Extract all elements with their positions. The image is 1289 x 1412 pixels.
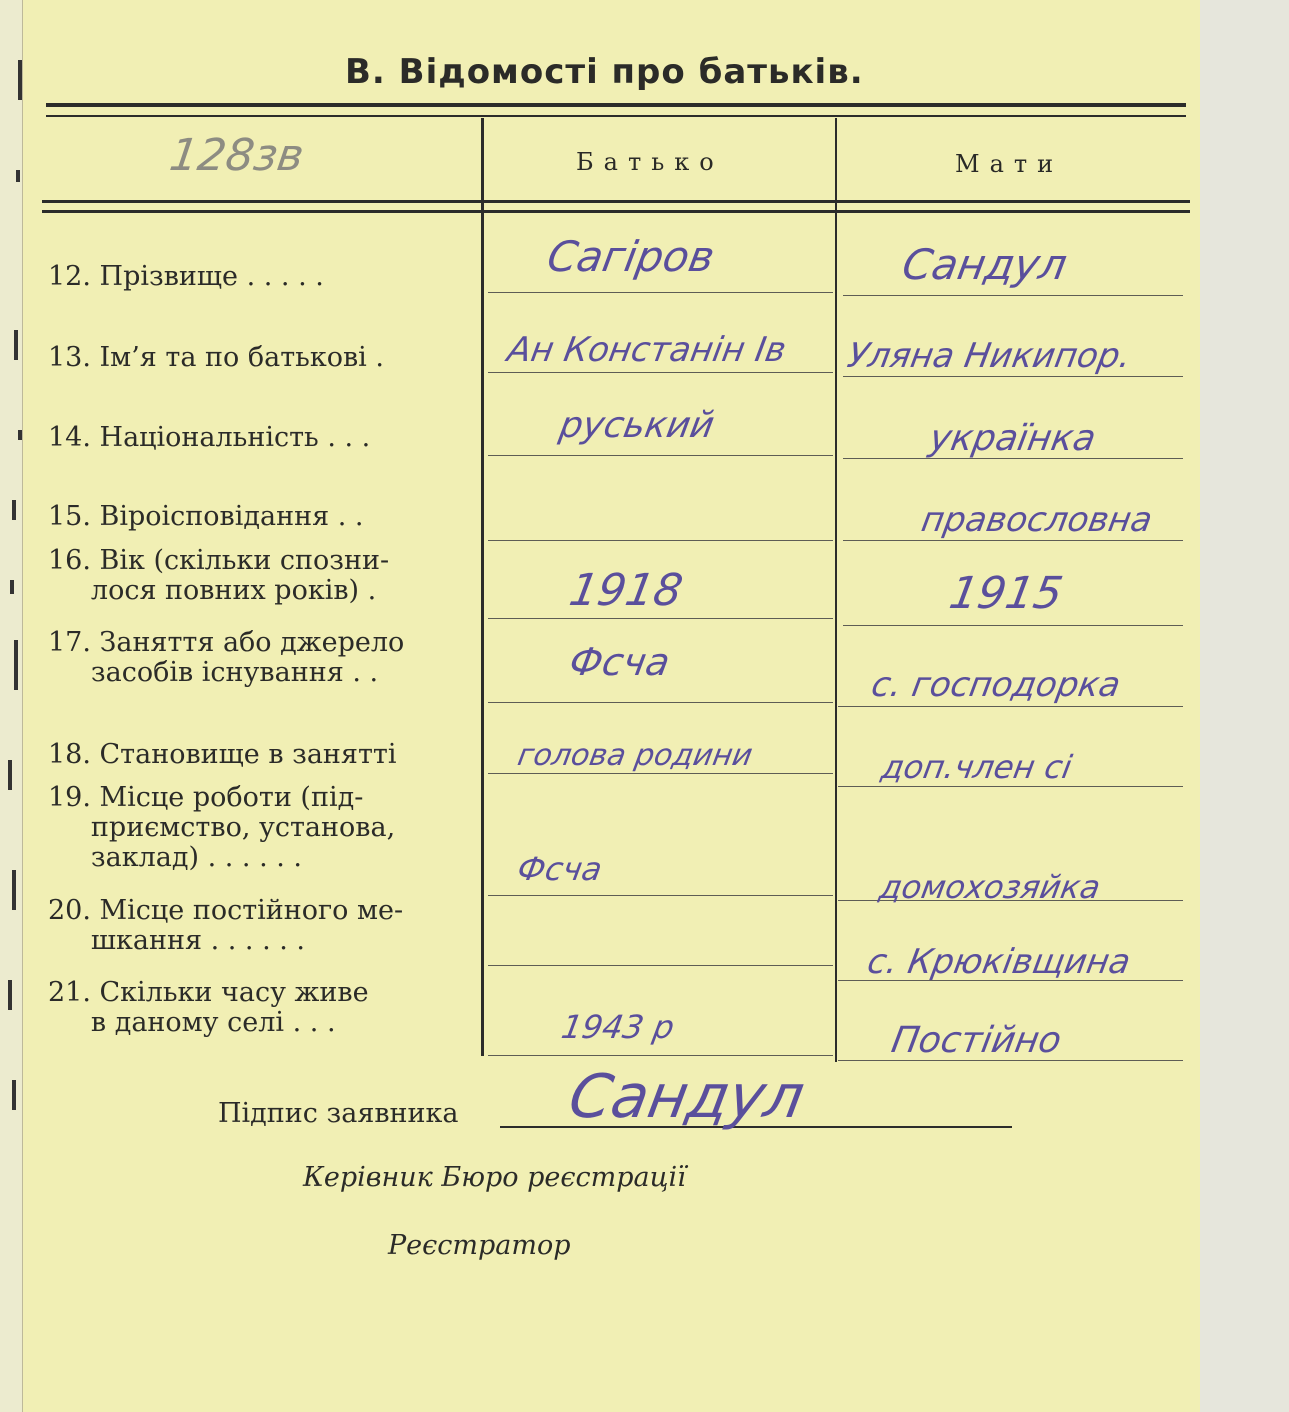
father-workplace: Фсча: [514, 850, 606, 888]
father-time-in-village: 1943 р: [558, 1008, 678, 1046]
applicant-signature: Сандул: [563, 1062, 810, 1132]
label-residence: 20. Місце постійного ме- шкання . . . . . .: [48, 895, 404, 956]
label-time-in-village: 21. Скільки часу живе в даному селі . . .: [48, 977, 369, 1038]
rule-father-1: [488, 292, 833, 293]
rule-father-10: [488, 1055, 833, 1056]
mother-occupation: с. господорка: [868, 665, 1124, 705]
mother-surname: Сандул: [898, 240, 1071, 289]
header-rule-upper: [42, 200, 1190, 203]
rule-father-2: [488, 372, 833, 373]
title-rule-upper: [46, 103, 1186, 107]
rule-father-3: [488, 455, 833, 456]
rule-father-8: [488, 895, 833, 896]
header-rule-lower: [42, 210, 1190, 213]
rule-mother-5: [843, 625, 1183, 626]
underlying-sheet: [1200, 0, 1289, 1412]
label-age: 16. Вік (скільки спозни- лося повних років) .: [48, 545, 390, 606]
mother-time-in-village: Постійно: [888, 1020, 1065, 1061]
rule-mother-6: [838, 706, 1183, 707]
mother-religion: правословна: [918, 500, 1156, 540]
father-birth-year: 1918: [565, 565, 687, 616]
mother-workplace: домохозяйка: [876, 868, 1104, 906]
rule-mother-4: [843, 540, 1183, 541]
title-rule-lower: [46, 115, 1186, 117]
mother-status: доп.член сі: [878, 748, 1075, 786]
rule-mother-7: [838, 786, 1183, 787]
label-nationality: 14. Національність . . .: [48, 422, 371, 453]
rule-mother-2: [843, 376, 1183, 377]
rule-father-5: [488, 618, 833, 619]
pencil-folio-number: 128зв: [166, 130, 307, 181]
label-occupation: 17. Заняття або джерело засобів існування . .: [48, 627, 405, 688]
mother-residence: с. Крюківщина: [864, 942, 1134, 982]
father-name: Ан Констанін Ів: [504, 330, 790, 370]
label-name-patronymic: 13. Ім’я та по батькові .: [48, 342, 384, 373]
rule-father-7: [488, 773, 833, 774]
rule-father-6: [488, 702, 833, 703]
mother-name: Уляна Никипор.: [844, 336, 1135, 376]
column-header-father: Батько: [576, 148, 724, 176]
registrar-label: Реєстратор: [388, 1230, 571, 1261]
column-divider-parents: [835, 118, 837, 1062]
label-surname: 12. Прізвище . . . . .: [48, 261, 324, 292]
label-workplace: 19. Місце роботи (під- приємство, установа, заклад) . . . . . .: [48, 782, 396, 873]
signature-label: Підпис заявника: [218, 1098, 459, 1129]
label-employment-status: 18. Становище в занятті: [48, 739, 397, 770]
mother-birth-year: 1915: [945, 568, 1067, 619]
mother-nationality: українка: [926, 418, 1099, 459]
father-nationality: руський: [556, 405, 718, 446]
label-religion: 15. Віроісповідання . .: [48, 501, 364, 532]
bureau-head-label: Керівник Бюро реєстрації: [303, 1162, 686, 1193]
rule-mother-1: [843, 295, 1183, 296]
left-edge-strip: [0, 0, 23, 1412]
father-status: голова родини: [514, 738, 756, 773]
rule-father-4: [488, 540, 833, 541]
father-occupation: Фсча: [566, 640, 674, 684]
rule-father-9: [488, 965, 833, 966]
father-surname: Сагіров: [543, 232, 719, 281]
column-header-mother: Мати: [955, 150, 1064, 178]
column-divider-labels: [481, 118, 484, 1056]
form-title: В. Відомості про батьків.: [345, 52, 864, 92]
